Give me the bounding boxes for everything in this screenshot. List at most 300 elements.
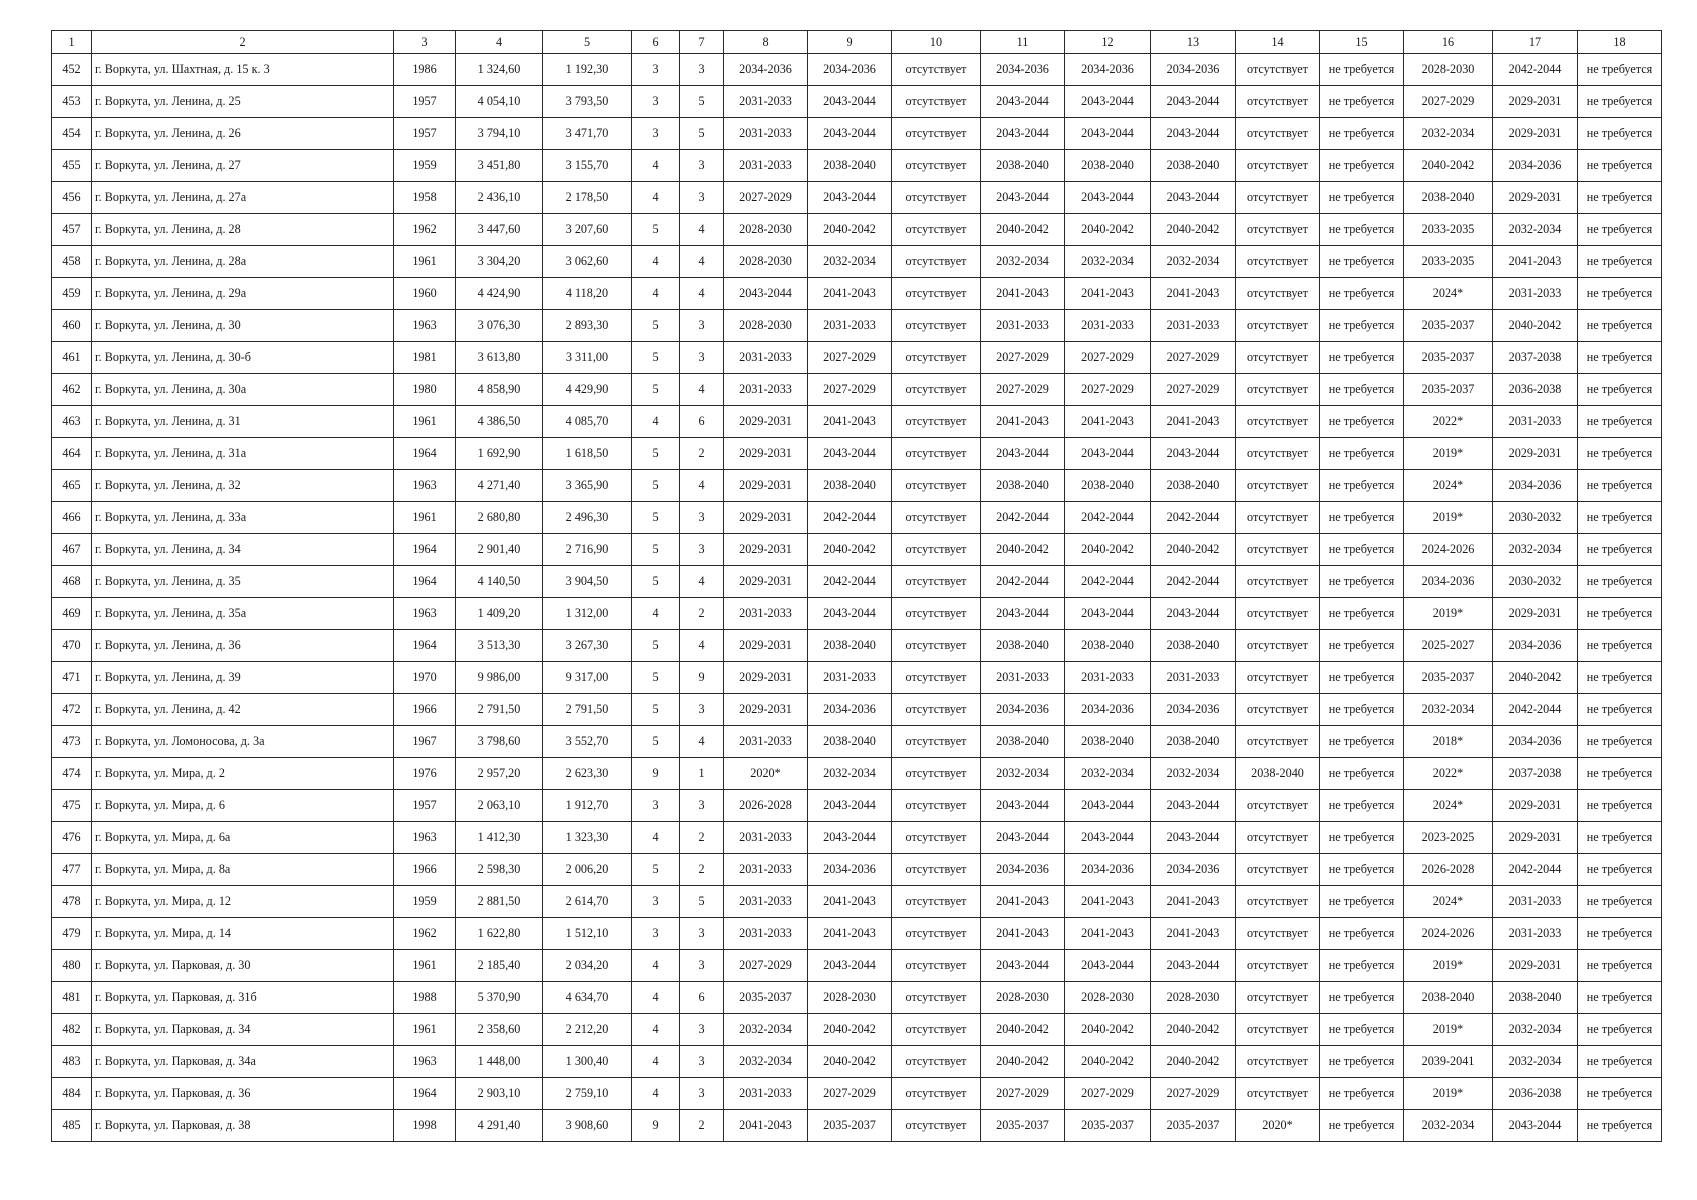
cell-col-15: не требуется: [1320, 246, 1404, 278]
cell-col-10: отсутствует: [892, 342, 981, 374]
cell-floors: 4: [632, 1046, 680, 1078]
cell-col-17: 2030-2032: [1493, 502, 1578, 534]
header-cell-5: 5: [543, 31, 632, 54]
cell-year: 1962: [394, 214, 456, 246]
cell-entrances: 4: [680, 214, 724, 246]
cell-entrances: 3: [680, 950, 724, 982]
cell-col-16: 2033-2035: [1404, 246, 1493, 278]
cell-col-9: 2028-2030: [808, 982, 892, 1014]
cell-floors: 4: [632, 150, 680, 182]
cell-floors: 4: [632, 822, 680, 854]
cell-num: 453: [52, 86, 92, 118]
cell-col-14: отсутствует: [1236, 534, 1320, 566]
cell-col-14: отсутствует: [1236, 470, 1320, 502]
cell-address: г. Воркута, ул. Ленина, д. 36: [92, 630, 394, 662]
cell-col-11: 2043-2044: [981, 598, 1065, 630]
cell-col-8: 2029-2031: [724, 662, 808, 694]
cell-floors: 5: [632, 630, 680, 662]
cell-num: 468: [52, 566, 92, 598]
cell-col-10: отсутствует: [892, 534, 981, 566]
cell-col-8: 2029-2031: [724, 470, 808, 502]
cell-col-16: 2019*: [1404, 502, 1493, 534]
cell-address: г. Воркута, ул. Парковая, д. 34а: [92, 1046, 394, 1078]
cell-col-9: 2043-2044: [808, 86, 892, 118]
cell-floors: 5: [632, 310, 680, 342]
table-row: [52, 982, 1662, 1014]
cell-floors: 3: [632, 790, 680, 822]
table-row: [52, 1078, 1662, 1110]
cell-col-12: 2043-2044: [1065, 118, 1151, 150]
cell-col-15: не требуется: [1320, 1046, 1404, 1078]
cell-num: 476: [52, 822, 92, 854]
cell-entrances: 2: [680, 438, 724, 470]
cell-col-12: 2043-2044: [1065, 790, 1151, 822]
cell-col-12: 2034-2036: [1065, 694, 1151, 726]
cell-num: 480: [52, 950, 92, 982]
cell-col-16: 2019*: [1404, 1078, 1493, 1110]
cell-num: 481: [52, 982, 92, 1014]
cell-address: г. Воркута, ул. Ленина, д. 30: [92, 310, 394, 342]
cell-col-8: 2031-2033: [724, 342, 808, 374]
cell-area-living: 3 365,90: [543, 470, 632, 502]
header-cell-3: 3: [394, 31, 456, 54]
cell-col-13: 2028-2030: [1151, 982, 1236, 1014]
header-cell-16: 16: [1404, 31, 1493, 54]
cell-num: 459: [52, 278, 92, 310]
cell-year: 1986: [394, 54, 456, 86]
cell-col-12: 2031-2033: [1065, 310, 1151, 342]
cell-col-10: отсутствует: [892, 374, 981, 406]
cell-col-14: отсутствует: [1236, 598, 1320, 630]
cell-col-11: 2041-2043: [981, 278, 1065, 310]
cell-col-11: 2038-2040: [981, 726, 1065, 758]
cell-col-18: не требуется: [1578, 1110, 1662, 1142]
table-row: [52, 278, 1662, 310]
cell-col-13: 2031-2033: [1151, 310, 1236, 342]
cell-col-14: отсутствует: [1236, 86, 1320, 118]
table-row: [52, 1046, 1662, 1078]
cell-col-10: отсутствует: [892, 406, 981, 438]
cell-col-18: не требуется: [1578, 598, 1662, 630]
cell-entrances: 3: [680, 1014, 724, 1046]
cell-col-16: 2022*: [1404, 758, 1493, 790]
cell-col-12: 2043-2044: [1065, 822, 1151, 854]
cell-area-living: 4 429,90: [543, 374, 632, 406]
cell-col-18: не требуется: [1578, 310, 1662, 342]
header-cell-11: 11: [981, 31, 1065, 54]
table-row: [52, 86, 1662, 118]
cell-col-9: 2038-2040: [808, 726, 892, 758]
cell-address: г. Воркута, ул. Ленина, д. 35а: [92, 598, 394, 630]
cell-col-18: не требуется: [1578, 534, 1662, 566]
cell-col-8: 2028-2030: [724, 246, 808, 278]
cell-col-17: 2030-2032: [1493, 566, 1578, 598]
cell-col-13: 2027-2029: [1151, 342, 1236, 374]
cell-entrances: 4: [680, 630, 724, 662]
cell-address: г. Воркута, ул. Ленина, д. 39: [92, 662, 394, 694]
cell-col-12: 2043-2044: [1065, 182, 1151, 214]
cell-col-13: 2041-2043: [1151, 886, 1236, 918]
header-cell-4: 4: [456, 31, 543, 54]
cell-col-9: 2043-2044: [808, 182, 892, 214]
header-cell-1: 1: [52, 31, 92, 54]
cell-col-10: отсутствует: [892, 214, 981, 246]
cell-col-14: отсутствует: [1236, 278, 1320, 310]
cell-col-15: не требуется: [1320, 374, 1404, 406]
cell-col-17: 2032-2034: [1493, 214, 1578, 246]
cell-entrances: 3: [680, 342, 724, 374]
cell-col-8: 2031-2033: [724, 886, 808, 918]
cell-col-9: 2041-2043: [808, 918, 892, 950]
cell-col-9: 2041-2043: [808, 886, 892, 918]
cell-col-14: отсутствует: [1236, 630, 1320, 662]
cell-col-18: не требуется: [1578, 246, 1662, 278]
cell-col-11: 2034-2036: [981, 694, 1065, 726]
cell-num: 457: [52, 214, 92, 246]
cell-col-17: 2040-2042: [1493, 662, 1578, 694]
cell-col-11: 2027-2029: [981, 374, 1065, 406]
cell-col-15: не требуется: [1320, 1078, 1404, 1110]
cell-area-total: 3 451,80: [456, 150, 543, 182]
cell-col-17: 2037-2038: [1493, 758, 1578, 790]
cell-col-14: отсутствует: [1236, 918, 1320, 950]
cell-col-10: отсутствует: [892, 1046, 981, 1078]
cell-num: 471: [52, 662, 92, 694]
cell-col-16: 2028-2030: [1404, 54, 1493, 86]
cell-col-15: не требуется: [1320, 790, 1404, 822]
cell-area-living: 1 300,40: [543, 1046, 632, 1078]
cell-year: 1961: [394, 502, 456, 534]
cell-col-8: 2031-2033: [724, 1078, 808, 1110]
cell-address: г. Воркута, ул. Ленина, д. 34: [92, 534, 394, 566]
cell-col-16: 2035-2037: [1404, 310, 1493, 342]
cell-address: г. Воркута, ул. Ленина, д. 26: [92, 118, 394, 150]
cell-col-11: 2043-2044: [981, 822, 1065, 854]
cell-col-11: 2043-2044: [981, 790, 1065, 822]
cell-floors: 3: [632, 54, 680, 86]
cell-col-12: 2034-2036: [1065, 854, 1151, 886]
cell-col-17: 2029-2031: [1493, 822, 1578, 854]
cell-num: 455: [52, 150, 92, 182]
cell-area-living: 2 791,50: [543, 694, 632, 726]
cell-col-18: не требуется: [1578, 950, 1662, 982]
cell-col-16: 2024*: [1404, 278, 1493, 310]
cell-col-14: отсутствует: [1236, 54, 1320, 86]
cell-col-11: 2040-2042: [981, 1046, 1065, 1078]
cell-area-total: 3 613,80: [456, 342, 543, 374]
cell-year: 1964: [394, 534, 456, 566]
table-row: [52, 470, 1662, 502]
cell-year: 1957: [394, 118, 456, 150]
cell-col-8: 2031-2033: [724, 150, 808, 182]
cell-col-17: 2042-2044: [1493, 694, 1578, 726]
cell-col-10: отсутствует: [892, 598, 981, 630]
table-row: [52, 790, 1662, 822]
cell-col-17: 2031-2033: [1493, 278, 1578, 310]
cell-num: 460: [52, 310, 92, 342]
cell-col-8: 2027-2029: [724, 182, 808, 214]
cell-col-8: 2032-2034: [724, 1014, 808, 1046]
header-cell-8: 8: [724, 31, 808, 54]
cell-num: 475: [52, 790, 92, 822]
cell-num: 485: [52, 1110, 92, 1142]
cell-entrances: 3: [680, 790, 724, 822]
cell-area-total: 4 291,40: [456, 1110, 543, 1142]
cell-col-12: 2038-2040: [1065, 150, 1151, 182]
cell-col-15: не требуется: [1320, 150, 1404, 182]
table-row: [52, 822, 1662, 854]
cell-num: 474: [52, 758, 92, 790]
cell-col-9: 2034-2036: [808, 694, 892, 726]
cell-col-13: 2043-2044: [1151, 182, 1236, 214]
cell-area-total: 3 798,60: [456, 726, 543, 758]
cell-area-living: 2 893,30: [543, 310, 632, 342]
cell-col-9: 2041-2043: [808, 278, 892, 310]
cell-col-17: 2029-2031: [1493, 950, 1578, 982]
cell-area-living: 3 904,50: [543, 566, 632, 598]
cell-col-10: отсутствует: [892, 150, 981, 182]
cell-area-total: 2 881,50: [456, 886, 543, 918]
cell-col-14: отсутствует: [1236, 1078, 1320, 1110]
cell-col-17: 2029-2031: [1493, 118, 1578, 150]
cell-address: г. Воркута, ул. Ленина, д. 27а: [92, 182, 394, 214]
cell-col-18: не требуется: [1578, 822, 1662, 854]
cell-area-living: 2 496,30: [543, 502, 632, 534]
cell-address: г. Воркута, ул. Ломоносова, д. 3а: [92, 726, 394, 758]
cell-col-13: 2035-2037: [1151, 1110, 1236, 1142]
cell-area-total: 5 370,90: [456, 982, 543, 1014]
cell-floors: 4: [632, 1014, 680, 1046]
cell-col-12: 2041-2043: [1065, 278, 1151, 310]
cell-col-14: отсутствует: [1236, 310, 1320, 342]
cell-area-total: 3 513,30: [456, 630, 543, 662]
cell-area-total: 4 054,10: [456, 86, 543, 118]
header-cell-15: 15: [1320, 31, 1404, 54]
cell-floors: 3: [632, 86, 680, 118]
cell-address: г. Воркута, ул. Ленина, д. 28: [92, 214, 394, 246]
cell-col-8: 2031-2033: [724, 374, 808, 406]
table-row: [52, 406, 1662, 438]
cell-col-8: 2028-2030: [724, 310, 808, 342]
cell-col-9: 2027-2029: [808, 342, 892, 374]
cell-col-13: 2034-2036: [1151, 54, 1236, 86]
cell-col-11: 2041-2043: [981, 918, 1065, 950]
cell-col-13: 2043-2044: [1151, 118, 1236, 150]
cell-col-15: не требуется: [1320, 470, 1404, 502]
cell-area-living: 1 512,10: [543, 918, 632, 950]
cell-col-14: отсутствует: [1236, 854, 1320, 886]
cell-area-living: 9 317,00: [543, 662, 632, 694]
cell-address: г. Воркута, ул. Парковая, д. 38: [92, 1110, 394, 1142]
cell-col-8: 2031-2033: [724, 86, 808, 118]
cell-entrances: 3: [680, 502, 724, 534]
cell-col-14: отсутствует: [1236, 118, 1320, 150]
cell-col-9: 2040-2042: [808, 1046, 892, 1078]
cell-col-16: 2019*: [1404, 950, 1493, 982]
cell-col-18: не требуется: [1578, 438, 1662, 470]
header-cell-7: 7: [680, 31, 724, 54]
cell-area-living: 3 311,00: [543, 342, 632, 374]
cell-area-living: 1 912,70: [543, 790, 632, 822]
cell-col-15: не требуется: [1320, 662, 1404, 694]
cell-col-14: отсутствует: [1236, 214, 1320, 246]
cell-col-11: 2042-2044: [981, 566, 1065, 598]
cell-col-8: 2027-2029: [724, 950, 808, 982]
cell-floors: 9: [632, 1110, 680, 1142]
cell-area-total: 2 598,30: [456, 854, 543, 886]
cell-col-12: 2027-2029: [1065, 1078, 1151, 1110]
cell-year: 1959: [394, 150, 456, 182]
cell-floors: 5: [632, 694, 680, 726]
cell-num: 482: [52, 1014, 92, 1046]
cell-num: 454: [52, 118, 92, 150]
cell-col-18: не требуется: [1578, 406, 1662, 438]
cell-col-9: 2034-2036: [808, 54, 892, 86]
cell-col-8: 2029-2031: [724, 438, 808, 470]
cell-col-13: 2032-2034: [1151, 246, 1236, 278]
cell-col-15: не требуется: [1320, 694, 1404, 726]
cell-col-16: 2024*: [1404, 886, 1493, 918]
cell-col-11: 2041-2043: [981, 406, 1065, 438]
cell-col-9: 2043-2044: [808, 790, 892, 822]
cell-col-8: 2031-2033: [724, 918, 808, 950]
cell-col-10: отсутствует: [892, 854, 981, 886]
cell-num: 465: [52, 470, 92, 502]
cell-col-13: 2038-2040: [1151, 470, 1236, 502]
cell-col-12: 2032-2034: [1065, 246, 1151, 278]
cell-col-13: 2031-2033: [1151, 662, 1236, 694]
cell-area-total: 2 185,40: [456, 950, 543, 982]
cell-num: 462: [52, 374, 92, 406]
cell-area-living: 3 062,60: [543, 246, 632, 278]
cell-col-12: 2040-2042: [1065, 1014, 1151, 1046]
cell-col-9: 2032-2034: [808, 758, 892, 790]
cell-col-10: отсутствует: [892, 950, 981, 982]
cell-address: г. Воркута, ул. Парковая, д. 31б: [92, 982, 394, 1014]
cell-num: 458: [52, 246, 92, 278]
cell-col-14: отсутствует: [1236, 822, 1320, 854]
cell-year: 1963: [394, 470, 456, 502]
cell-floors: 3: [632, 918, 680, 950]
cell-col-13: 2043-2044: [1151, 790, 1236, 822]
header-cell-2: 2: [92, 31, 394, 54]
cell-col-17: 2031-2033: [1493, 886, 1578, 918]
cell-area-total: 1 448,00: [456, 1046, 543, 1078]
cell-col-15: не требуется: [1320, 86, 1404, 118]
cell-col-12: 2043-2044: [1065, 438, 1151, 470]
cell-col-14: отсутствует: [1236, 790, 1320, 822]
cell-col-11: 2041-2043: [981, 886, 1065, 918]
cell-col-12: 2038-2040: [1065, 726, 1151, 758]
cell-col-12: 2041-2043: [1065, 886, 1151, 918]
cell-area-living: 2 178,50: [543, 182, 632, 214]
cell-col-12: 2034-2036: [1065, 54, 1151, 86]
table-row: [52, 726, 1662, 758]
cell-area-total: 1 692,90: [456, 438, 543, 470]
cell-address: г. Воркута, ул. Мира, д. 6а: [92, 822, 394, 854]
cell-col-10: отсутствует: [892, 822, 981, 854]
cell-area-living: 1 618,50: [543, 438, 632, 470]
cell-area-living: 2 614,70: [543, 886, 632, 918]
table-row: [52, 150, 1662, 182]
cell-col-18: не требуется: [1578, 918, 1662, 950]
table-row: [52, 598, 1662, 630]
cell-num: 483: [52, 1046, 92, 1078]
cell-area-total: 2 901,40: [456, 534, 543, 566]
cell-address: г. Воркута, ул. Парковая, д. 34: [92, 1014, 394, 1046]
cell-year: 1976: [394, 758, 456, 790]
cell-col-9: 2035-2037: [808, 1110, 892, 1142]
cell-floors: 9: [632, 758, 680, 790]
cell-col-12: 2043-2044: [1065, 598, 1151, 630]
cell-col-18: не требуется: [1578, 662, 1662, 694]
cell-col-15: не требуется: [1320, 854, 1404, 886]
cell-col-15: не требуется: [1320, 342, 1404, 374]
cell-col-16: 2023-2025: [1404, 822, 1493, 854]
cell-col-14: отсутствует: [1236, 726, 1320, 758]
cell-address: г. Воркута, ул. Ленина, д. 31: [92, 406, 394, 438]
cell-col-15: не требуется: [1320, 1110, 1404, 1142]
cell-col-17: 2038-2040: [1493, 982, 1578, 1014]
cell-col-17: 2029-2031: [1493, 86, 1578, 118]
cell-entrances: 5: [680, 118, 724, 150]
cell-col-11: 2028-2030: [981, 982, 1065, 1014]
cell-year: 1967: [394, 726, 456, 758]
cell-col-14: отсутствует: [1236, 1014, 1320, 1046]
cell-col-10: отсутствует: [892, 1110, 981, 1142]
cell-col-13: 2034-2036: [1151, 694, 1236, 726]
cell-col-8: 2031-2033: [724, 726, 808, 758]
cell-col-16: 2035-2037: [1404, 342, 1493, 374]
cell-col-11: 2043-2044: [981, 438, 1065, 470]
cell-col-11: 2042-2044: [981, 502, 1065, 534]
cell-col-14: отсутствует: [1236, 950, 1320, 982]
cell-col-18: не требуется: [1578, 54, 1662, 86]
cell-year: 1957: [394, 790, 456, 822]
cell-col-12: 2043-2044: [1065, 950, 1151, 982]
cell-entrances: 9: [680, 662, 724, 694]
cell-area-total: 3 447,60: [456, 214, 543, 246]
cell-col-17: 2036-2038: [1493, 1078, 1578, 1110]
cell-col-12: 2032-2034: [1065, 758, 1151, 790]
cell-col-10: отсутствует: [892, 246, 981, 278]
cell-col-14: отсутствует: [1236, 502, 1320, 534]
cell-entrances: 4: [680, 374, 724, 406]
table-row: [52, 342, 1662, 374]
cell-col-13: 2043-2044: [1151, 438, 1236, 470]
cell-entrances: 5: [680, 886, 724, 918]
cell-col-9: 2043-2044: [808, 822, 892, 854]
cell-address: г. Воркута, ул. Ленина, д. 27: [92, 150, 394, 182]
cell-col-18: не требуется: [1578, 182, 1662, 214]
cell-col-18: не требуется: [1578, 758, 1662, 790]
cell-year: 1958: [394, 182, 456, 214]
cell-area-total: 4 140,50: [456, 566, 543, 598]
cell-col-13: 2027-2029: [1151, 374, 1236, 406]
cell-col-8: 2043-2044: [724, 278, 808, 310]
cell-col-16: 2035-2037: [1404, 662, 1493, 694]
cell-col-13: 2041-2043: [1151, 406, 1236, 438]
cell-num: 466: [52, 502, 92, 534]
cell-col-18: не требуется: [1578, 86, 1662, 118]
cell-col-17: 2032-2034: [1493, 1046, 1578, 1078]
cell-address: г. Воркута, ул. Ленина, д. 35: [92, 566, 394, 598]
cell-col-14: отсутствует: [1236, 1046, 1320, 1078]
cell-col-18: не требуется: [1578, 1078, 1662, 1110]
cell-floors: 5: [632, 854, 680, 886]
cell-area-total: 2 680,80: [456, 502, 543, 534]
cell-area-total: 4 386,50: [456, 406, 543, 438]
